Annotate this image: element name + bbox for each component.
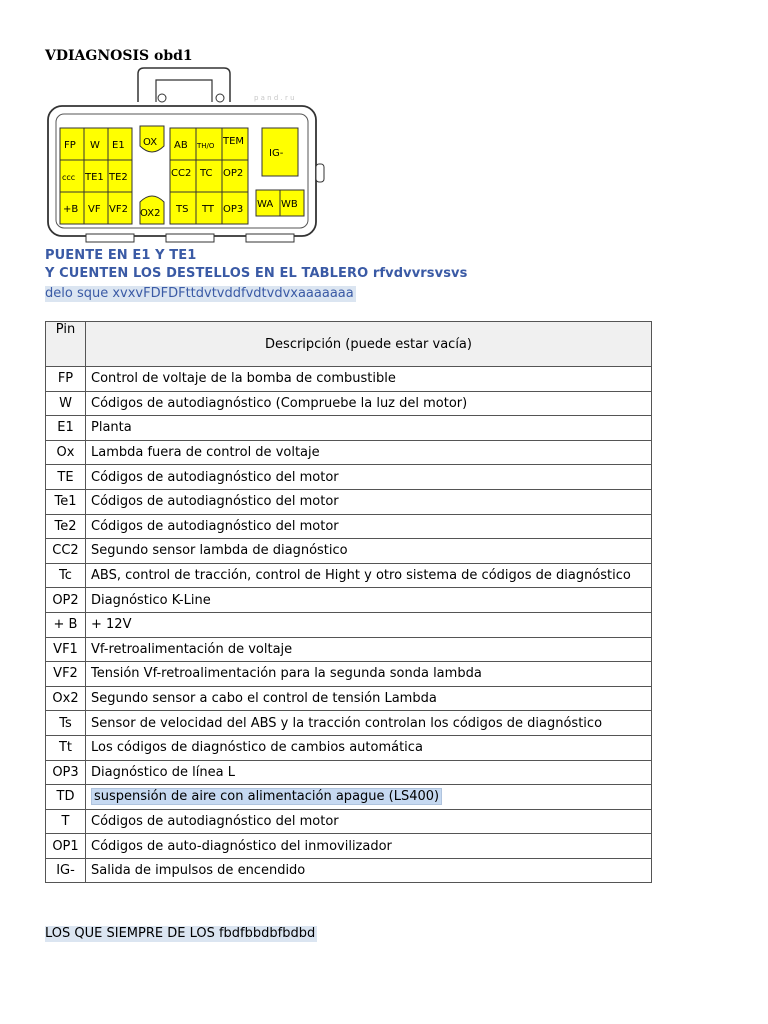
table-row [46,489,652,514]
obd1-connector-diagram [46,66,332,246]
pin-ccc: ccc [62,173,76,182]
row-pin: TD [46,785,86,810]
table-row [46,785,652,810]
table-row [46,514,652,539]
row-pin: OP2 [46,588,86,613]
table-row [46,588,652,613]
row-pin: E1 [46,416,86,441]
pin-te1: TE1 [85,172,104,183]
watermark-text: p a n d . r u [254,94,295,102]
instruction-bridge: PUENTE EN E1 Y TE1 [45,248,197,263]
row-pin: T [46,809,86,834]
table-row [46,440,652,465]
footer-note: LOS QUE SIEMPRE DE LOS fbdfbbdbfbdbd [45,926,316,941]
row-description: Salida de impulsos de encendido [86,858,652,883]
pin-table-body [46,367,652,883]
row-pin: VF1 [46,637,86,662]
row-pin: CC2 [46,539,86,564]
selected-text: suspensión de aire con alimentación apague (LS400) [91,788,442,805]
row-pin: OP3 [46,760,86,785]
header-description: Descripción (puede estar vacía) [86,322,652,367]
pin-e1: E1 [112,140,125,151]
pin-ox: OX [143,137,158,148]
document-title: VDIAGNOSIS obd1 [45,48,193,64]
row-pin: Ts [46,711,86,736]
row-description: Vf-retroalimentación de voltaje [86,637,652,662]
pin-wa: WA [257,199,274,210]
pin-wb: WB [281,199,298,210]
table-row [46,391,652,416]
pin-vf: VF [88,204,101,215]
table-row [46,465,652,490]
row-pin: IG- [46,858,86,883]
row-description: Códigos de autodiagnóstico del motor [86,514,652,539]
row-description: Códigos de autodiagnóstico del motor [86,489,652,514]
highlighted-note: delo sque xvxvFDFDFttdvtvddfvdtvdvxaaaaaaa [45,286,354,301]
pin-table [45,321,652,883]
table-row [46,809,652,834]
row-description [86,785,652,810]
table-row [46,834,652,859]
row-description: Sensor de velocidad del ABS y la tracción controlan los códigos de diagnóstico [86,711,652,736]
pin-op3: OP3 [223,204,244,215]
pin-tho: TH/O [197,142,215,150]
pin-tem: TEM [223,136,245,147]
row-pin: Ox [46,440,86,465]
row-pin: Te1 [46,489,86,514]
table-row [46,686,652,711]
table-row [46,367,652,392]
row-pin: TE [46,465,86,490]
pin-group-left [60,128,132,224]
row-description: Códigos de autodiagnóstico del motor [86,809,652,834]
pin-tt: TT [202,204,215,215]
row-description: Códigos de autodiagnóstico (Compruebe la luz del motor) [86,391,652,416]
pin-vf2: VF2 [109,204,128,215]
row-pin: Tc [46,563,86,588]
row-description: Los códigos de diagnóstico de cambios automática [86,735,652,760]
row-description: Códigos de autodiagnóstico del motor [86,465,652,490]
row-pin: Ox2 [46,686,86,711]
row-pin: FP [46,367,86,392]
row-description: Diagnóstico de línea L [86,760,652,785]
pin-ts: TS [176,204,189,215]
row-description: Lambda fuera de control de voltaje [86,440,652,465]
pin-tc: TC [200,168,213,179]
row-pin: Tt [46,735,86,760]
row-pin: W [46,391,86,416]
table-row [46,858,652,883]
table-row [46,637,652,662]
row-description: Tensión Vf-retroalimentación para la segunda sonda lambda [86,662,652,687]
row-description: Planta [86,416,652,441]
row-description: + 12V [86,612,652,637]
pin-plus-b: +B [63,204,79,215]
table-row [46,612,652,637]
pin-fp: FP [64,140,76,151]
pin-w: W [90,140,100,151]
row-description: Diagnóstico K-Line [86,588,652,613]
row-description: Segundo sensor a cabo el control de tensión Lambda [86,686,652,711]
pin-ig: IG- [269,148,284,159]
row-description: Control de voltaje de la bomba de combustible [86,367,652,392]
header-pin: Pin [46,322,86,367]
pin-op2: OP2 [223,168,244,179]
row-description: Segundo sensor lambda de diagnóstico [86,539,652,564]
table-row [46,735,652,760]
pin-ox2: OX2 [140,208,161,219]
row-pin: + B [46,612,86,637]
instruction-count-flashes: Y CUENTEN LOS DESTELLOS EN EL TABLERO rfvdvvrsvsvs [45,266,468,281]
pin-te2: TE2 [109,172,128,183]
table-row [46,539,652,564]
pin-cc2: CC2 [171,168,192,179]
row-pin: Te2 [46,514,86,539]
table-row [46,711,652,736]
row-description: ABS, control de tracción, control de Hight y otro sistema de códigos de diagnóstico [86,563,652,588]
table-row [46,416,652,441]
pin-ab: AB [174,140,188,151]
row-pin: OP1 [46,834,86,859]
table-row [46,563,652,588]
table-header-row [46,322,652,367]
table-row [46,662,652,687]
table-row [46,760,652,785]
row-description: Códigos de auto-diagnóstico del inmovilizador [86,834,652,859]
row-pin: VF2 [46,662,86,687]
pin-group-middle [170,128,248,224]
